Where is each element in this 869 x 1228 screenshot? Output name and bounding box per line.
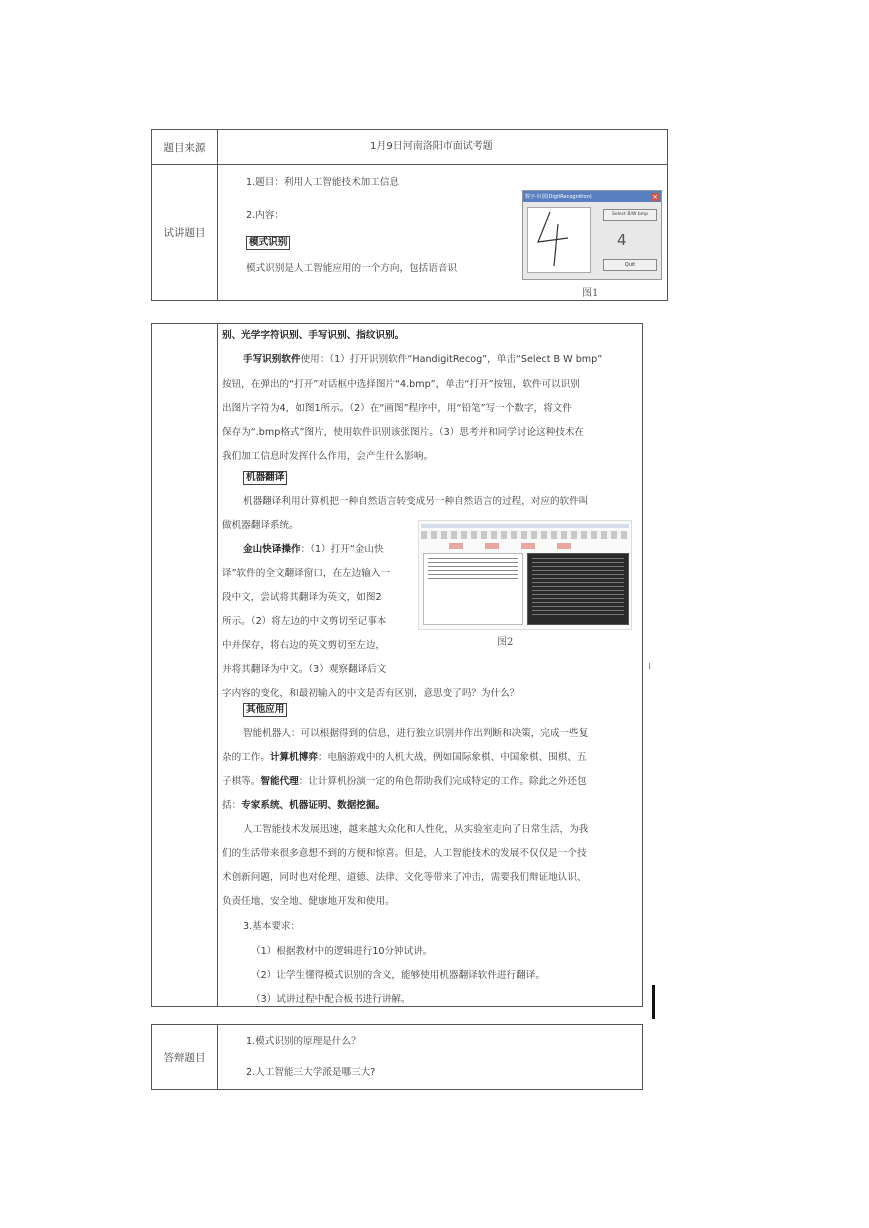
para-2-line-1-text: 使用：（1）打开识别软件“HandigitRecog”，单击“Select B W bmp” — [300, 354, 603, 365]
para-6-line-1: 人工智能技术发展迅速，越来越大众化和人性化，从实验室走向了日常生活，为我 — [243, 824, 589, 835]
para-5-line-3-a: 子棋等。 — [222, 776, 261, 787]
fig2-target-text — [532, 558, 624, 618]
heading-pattern-recognition — [246, 236, 290, 250]
para-5-line-1: 智能机器人：可以根据得到的信息，进行独立识别并作出判断和决策，完成一些复 — [243, 728, 589, 739]
para-4-line-2: 译”软件的全文翻译窗口，在左边输入一 — [222, 568, 391, 579]
figure-2-screenshot — [418, 520, 632, 630]
handwritten-digit-icon — [528, 208, 590, 272]
fig2-tabs — [449, 543, 579, 549]
requirement-3: （3）试讲过程中配合板书进行讲解。 — [251, 994, 411, 1005]
computer-game-bold: 计算机博弈 — [269, 752, 318, 763]
figure-1-window — [522, 190, 662, 280]
para-2-line-1 — [243, 354, 602, 366]
para-4-line-6: 并将其翻译为中文。（3）观察翻译后文 — [222, 664, 387, 675]
para-3-line-2: 做机器翻译系统。 — [222, 520, 299, 531]
para-4-line-4: 所示。（2）将左边的中文剪切至记事本 — [222, 616, 387, 627]
para-4-line-5: 中并保存，将右边的英文剪切至左边， — [222, 640, 386, 651]
para-4-line-1-text: ：（1）打开“金山快 — [300, 544, 384, 555]
para-6-line-2: 们的生活带来很多意想不到的方便和惊喜。但是，人工智能技术的发展不仅仅是一个技 — [222, 848, 587, 859]
scan-mark-bar — [652, 985, 655, 1019]
topic-line-2: 2.内容： — [246, 210, 284, 221]
heading-box: 模式识别 — [246, 236, 290, 250]
para-4-line-7: 字内容的变化，和最初输入的中文是否有区别，意思变了吗？为什么？ — [222, 688, 520, 699]
para-2-line-5: 我们加工信息时发挥什么作用，会产生什么影响。 — [222, 451, 434, 462]
fig2-source-text — [428, 558, 518, 582]
window-titlebar — [523, 191, 661, 202]
handwriting-software-bold: 手写识别软件 — [243, 354, 301, 365]
table-defense — [151, 1024, 643, 1090]
para-4-line-3: 段中文，尝试将其翻译为英文，如图2 — [222, 592, 382, 603]
topic-line-1: 1.题目：利用人工智能技术加工信息 — [246, 177, 400, 188]
content-label-column — [152, 324, 218, 1006]
para-2-line-2: 按钮，在弹出的“打开”对话框中选择图片“4.bmp”，单击“打开”按钮，软件可以识别 — [222, 379, 580, 390]
window-title: 数字·识别(DigitRecognition) — [525, 194, 592, 200]
table-topic-source — [151, 129, 668, 301]
fig2-toolbar — [421, 531, 629, 539]
heading-machine-translation — [243, 471, 287, 485]
recognition-result: 4 — [617, 231, 627, 249]
table-content — [151, 323, 643, 1007]
close-icon[interactable]: × — [652, 192, 658, 201]
para-2-line-3: 出图片字符为4，如图1所示。（2）在“画图”程序中，用“铅笔”写一个数字，将文件 — [222, 403, 572, 414]
select-bmp-button[interactable]: Select B/W bmp — [603, 209, 657, 221]
para-5-line-4-a: 括： — [222, 800, 242, 811]
source-label: 题目来源 — [152, 130, 218, 164]
row-divider — [152, 164, 667, 165]
topic-label: 试讲题目 — [152, 164, 218, 300]
para-5-line-3 — [222, 776, 587, 788]
requirement-2: （2）让学生懂得模式识别的含义，能够使用机器翻译软件进行翻译。 — [251, 970, 545, 981]
defense-label: 答辩题目 — [152, 1025, 218, 1089]
fig2-target-pane — [527, 553, 629, 625]
para-5-line-2 — [222, 752, 587, 764]
requirement-1: （1）根据教材中的逻辑进行10分钟试讲。 — [251, 946, 433, 957]
defense-question-1: 1.模式识别的原理是什么？ — [246, 1036, 361, 1047]
requirements-title: 3.基本要求： — [243, 921, 301, 932]
source-value: 1月9日河南洛阳市面试考题 — [370, 141, 493, 152]
intelligent-agent-bold: 智能代理 — [260, 776, 299, 787]
fig2-source-pane — [423, 553, 523, 625]
defense-question-2: 2.人工智能三大学派是哪三大? — [246, 1067, 376, 1078]
fig2-menubar — [421, 524, 629, 528]
heading-box-2: 机器翻译 — [243, 471, 287, 485]
quit-button[interactable]: Quit — [603, 259, 657, 271]
expert-systems-bold: 专家系统、机器证明、数据挖掘。 — [241, 800, 386, 811]
figure-1-caption: 图1 — [582, 288, 599, 299]
para-5-line-2-a: 杂的工作。 — [222, 752, 270, 763]
heading-box-3: 其他应用 — [243, 703, 287, 717]
para-4-line-1 — [243, 544, 384, 556]
topic-line-3: 模式识别是人工智能应用的一个方向，包括语音识 — [246, 263, 458, 274]
para-6-line-3: 术创新问题，同时也对伦理、道德、法律、文化等带来了冲击，需要我们辩证地认识、 — [222, 872, 587, 883]
jinshan-bold: 金山快译操作 — [243, 544, 301, 555]
figure-2-caption: 图2 — [497, 637, 514, 648]
para-3-line-1: 机器翻译利用计算机把一种自然语言转变成另一种自然语言的过程，对应的软件叫 — [243, 496, 589, 507]
para-5-line-4 — [222, 800, 385, 812]
drawing-canvas[interactable] — [527, 207, 591, 273]
heading-other-applications — [243, 703, 287, 717]
para-2-line-4: 保存为“.bmp格式”图片，使用软件识别该张图片。（3）思考并和同学讨论这种技术在 — [222, 427, 585, 438]
para-5-line-3-b: ：让计算机扮演一定的角色帮助我们完成特定的工作。除此之外还包 — [298, 776, 587, 787]
scan-mark-dot — [649, 663, 650, 669]
para-5-line-2-b: ：电脑游戏中的人机大战，例如国际象棋、中国象棋、围棋、五 — [317, 752, 587, 763]
para-1: 别、光学字符识别、手写识别、指纹识别。 — [222, 330, 405, 341]
para-6-line-4: 负责任地、安全地、健康地开发和使用。 — [222, 896, 395, 907]
